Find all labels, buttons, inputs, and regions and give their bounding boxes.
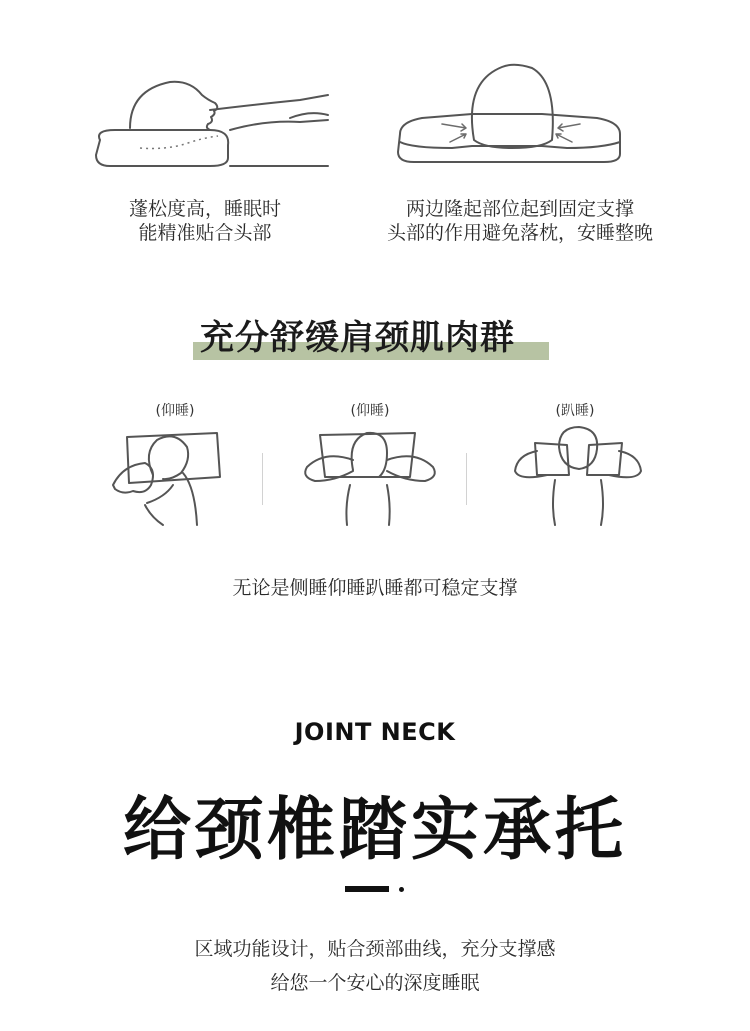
pose-label-back: (仰睡) [350, 403, 390, 419]
description-line: 给您一个安心的深度睡眠 [270, 972, 480, 994]
back-sleep-pose-icon [295, 425, 445, 530]
headline: 给颈椎踏实承托 [122, 791, 627, 870]
feature-caption-line: 头部的作用避免落枕，安睡整晚 [386, 222, 653, 244]
poses-summary: 无论是侧睡仰睡趴睡都可稳定支撑 [232, 577, 518, 599]
pose-label-side: (仰睡) [155, 403, 195, 419]
accent-dot [399, 887, 404, 892]
section-title: 充分舒缓肩颈肌肉群 [200, 318, 515, 358]
pose-divider [466, 453, 467, 505]
feature-caption-line: 两边隆起部位起到固定支撑 [405, 198, 634, 220]
accent-dash [345, 886, 389, 892]
description-line: 区域功能设计，贴合颈部曲线，充分支撑感 [194, 938, 556, 960]
feature-caption-line: 蓬松度高，睡眠时 [128, 198, 281, 220]
pose-label-stomach: (趴睡) [555, 403, 595, 419]
feature-caption-support [350, 197, 690, 245]
section-eyebrow: JOINT NECK [294, 718, 456, 746]
feature-caption-fluffy [90, 197, 320, 245]
side-sleeper-illustration [90, 70, 335, 175]
section-title-block [0, 302, 750, 362]
feature-caption-line: 能精准贴合头部 [138, 222, 272, 244]
side-sleep-pose-icon [105, 425, 230, 530]
stomach-sleep-pose-icon [507, 425, 647, 530]
description [0, 932, 750, 1000]
pillow-support-illustration [392, 62, 627, 167]
pose-divider [262, 453, 263, 505]
